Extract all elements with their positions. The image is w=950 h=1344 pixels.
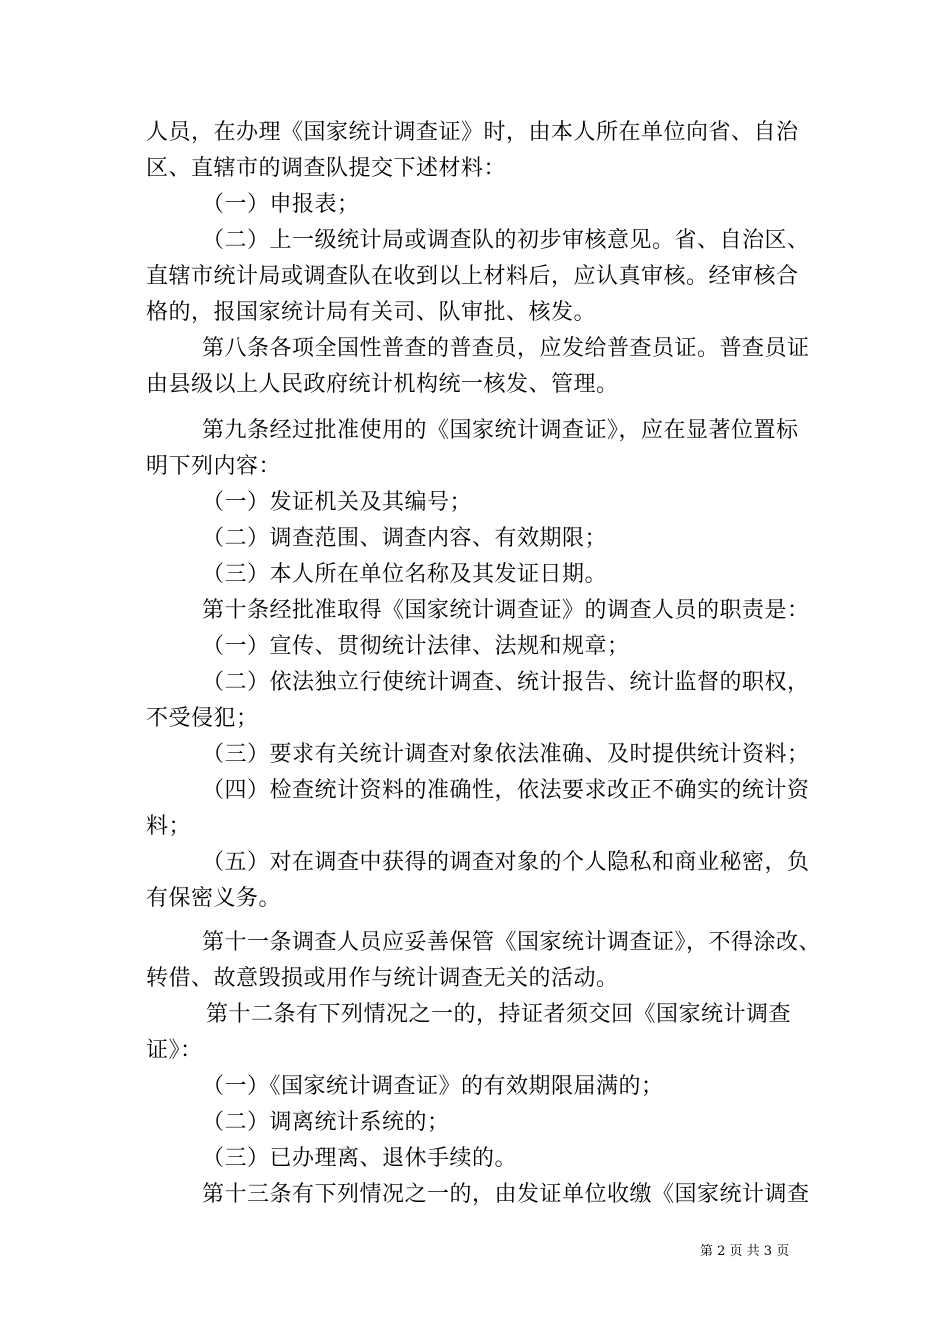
text-line: （三）已办理离、退休手续的。 (202, 1146, 518, 1171)
text-line: （二）调查范围、调查内容、有效期限； (202, 526, 608, 551)
page-number-footer: 第 2 页 共 3 页 (700, 1244, 790, 1259)
text-line: （四）检查统计资料的准确性，依法要求改正不确实的统计资 (202, 778, 810, 803)
text-line: 第十条经批准取得《国家统计调查证》的调查人员的职责是： (202, 598, 810, 623)
text-line: 有保密义务。 (146, 886, 282, 911)
text-line: （三）要求有关统计调查对象依法准确、及时提供统计资料； (202, 742, 810, 767)
text-line: （一）宣传、贯彻统计法律、法规和规章； (202, 634, 630, 659)
text-line: （五）对在调查中获得的调查对象的个人隐私和商业秘密，负 (202, 850, 810, 875)
text-line: 转借、故意毁损或用作与统计调查无关的活动。 (146, 966, 619, 991)
text-line: 明下列内容： (146, 454, 282, 479)
text-line: （一）发证机关及其编号； (202, 490, 473, 515)
text-line: 第十二条有下列情况之一的，持证者须交回《国家统计调查 (206, 1002, 792, 1027)
text-line: 人员，在办理《国家统计调查证》时，由本人所在单位向省、自治 (146, 120, 799, 145)
text-line: （一）申报表； (202, 192, 360, 217)
text-line: 第八条各项全国性普查的普查员，应发给普查员证。普查员证 (202, 336, 810, 361)
text-line: 区、直辖市的调查队提交下述材料： (146, 156, 507, 181)
text-line: 不受侵犯； (146, 706, 259, 731)
text-line: （二）调离统计系统的； (202, 1110, 450, 1135)
text-line: （二）上一级统计局或调查队的初步审核意见。省、自治区、 (202, 228, 810, 253)
text-line: 直辖市统计局或调查队在收到以上材料后，应认真审核。经审核合 (146, 264, 799, 289)
text-line: （二）依法独立行使统计调查、统计报告、统计监督的职权， (202, 670, 810, 695)
text-line: （三）本人所在单位名称及其发证日期。 (202, 562, 608, 587)
text-line: 证》： (146, 1038, 203, 1063)
text-line: 第九条经过批准使用的《国家统计调查证》，应在显著位置标 (202, 418, 799, 443)
text-line: 第十三条有下列情况之一的，由发证单位收缴《国家统计调查 (202, 1182, 810, 1207)
text-line: 格的，报国家统计局有关司、队审批、核发。 (146, 300, 597, 325)
text-line: 第十一条调查人员应妥善保管《国家统计调查证》，不得涂改、 (202, 930, 822, 955)
text-line: （一）《国家统计调查证》的有效期限届满的； (202, 1074, 664, 1099)
text-line: 料； (146, 814, 192, 839)
text-line: 由县级以上人民政府统计机构统一核发、管理。 (146, 372, 619, 397)
